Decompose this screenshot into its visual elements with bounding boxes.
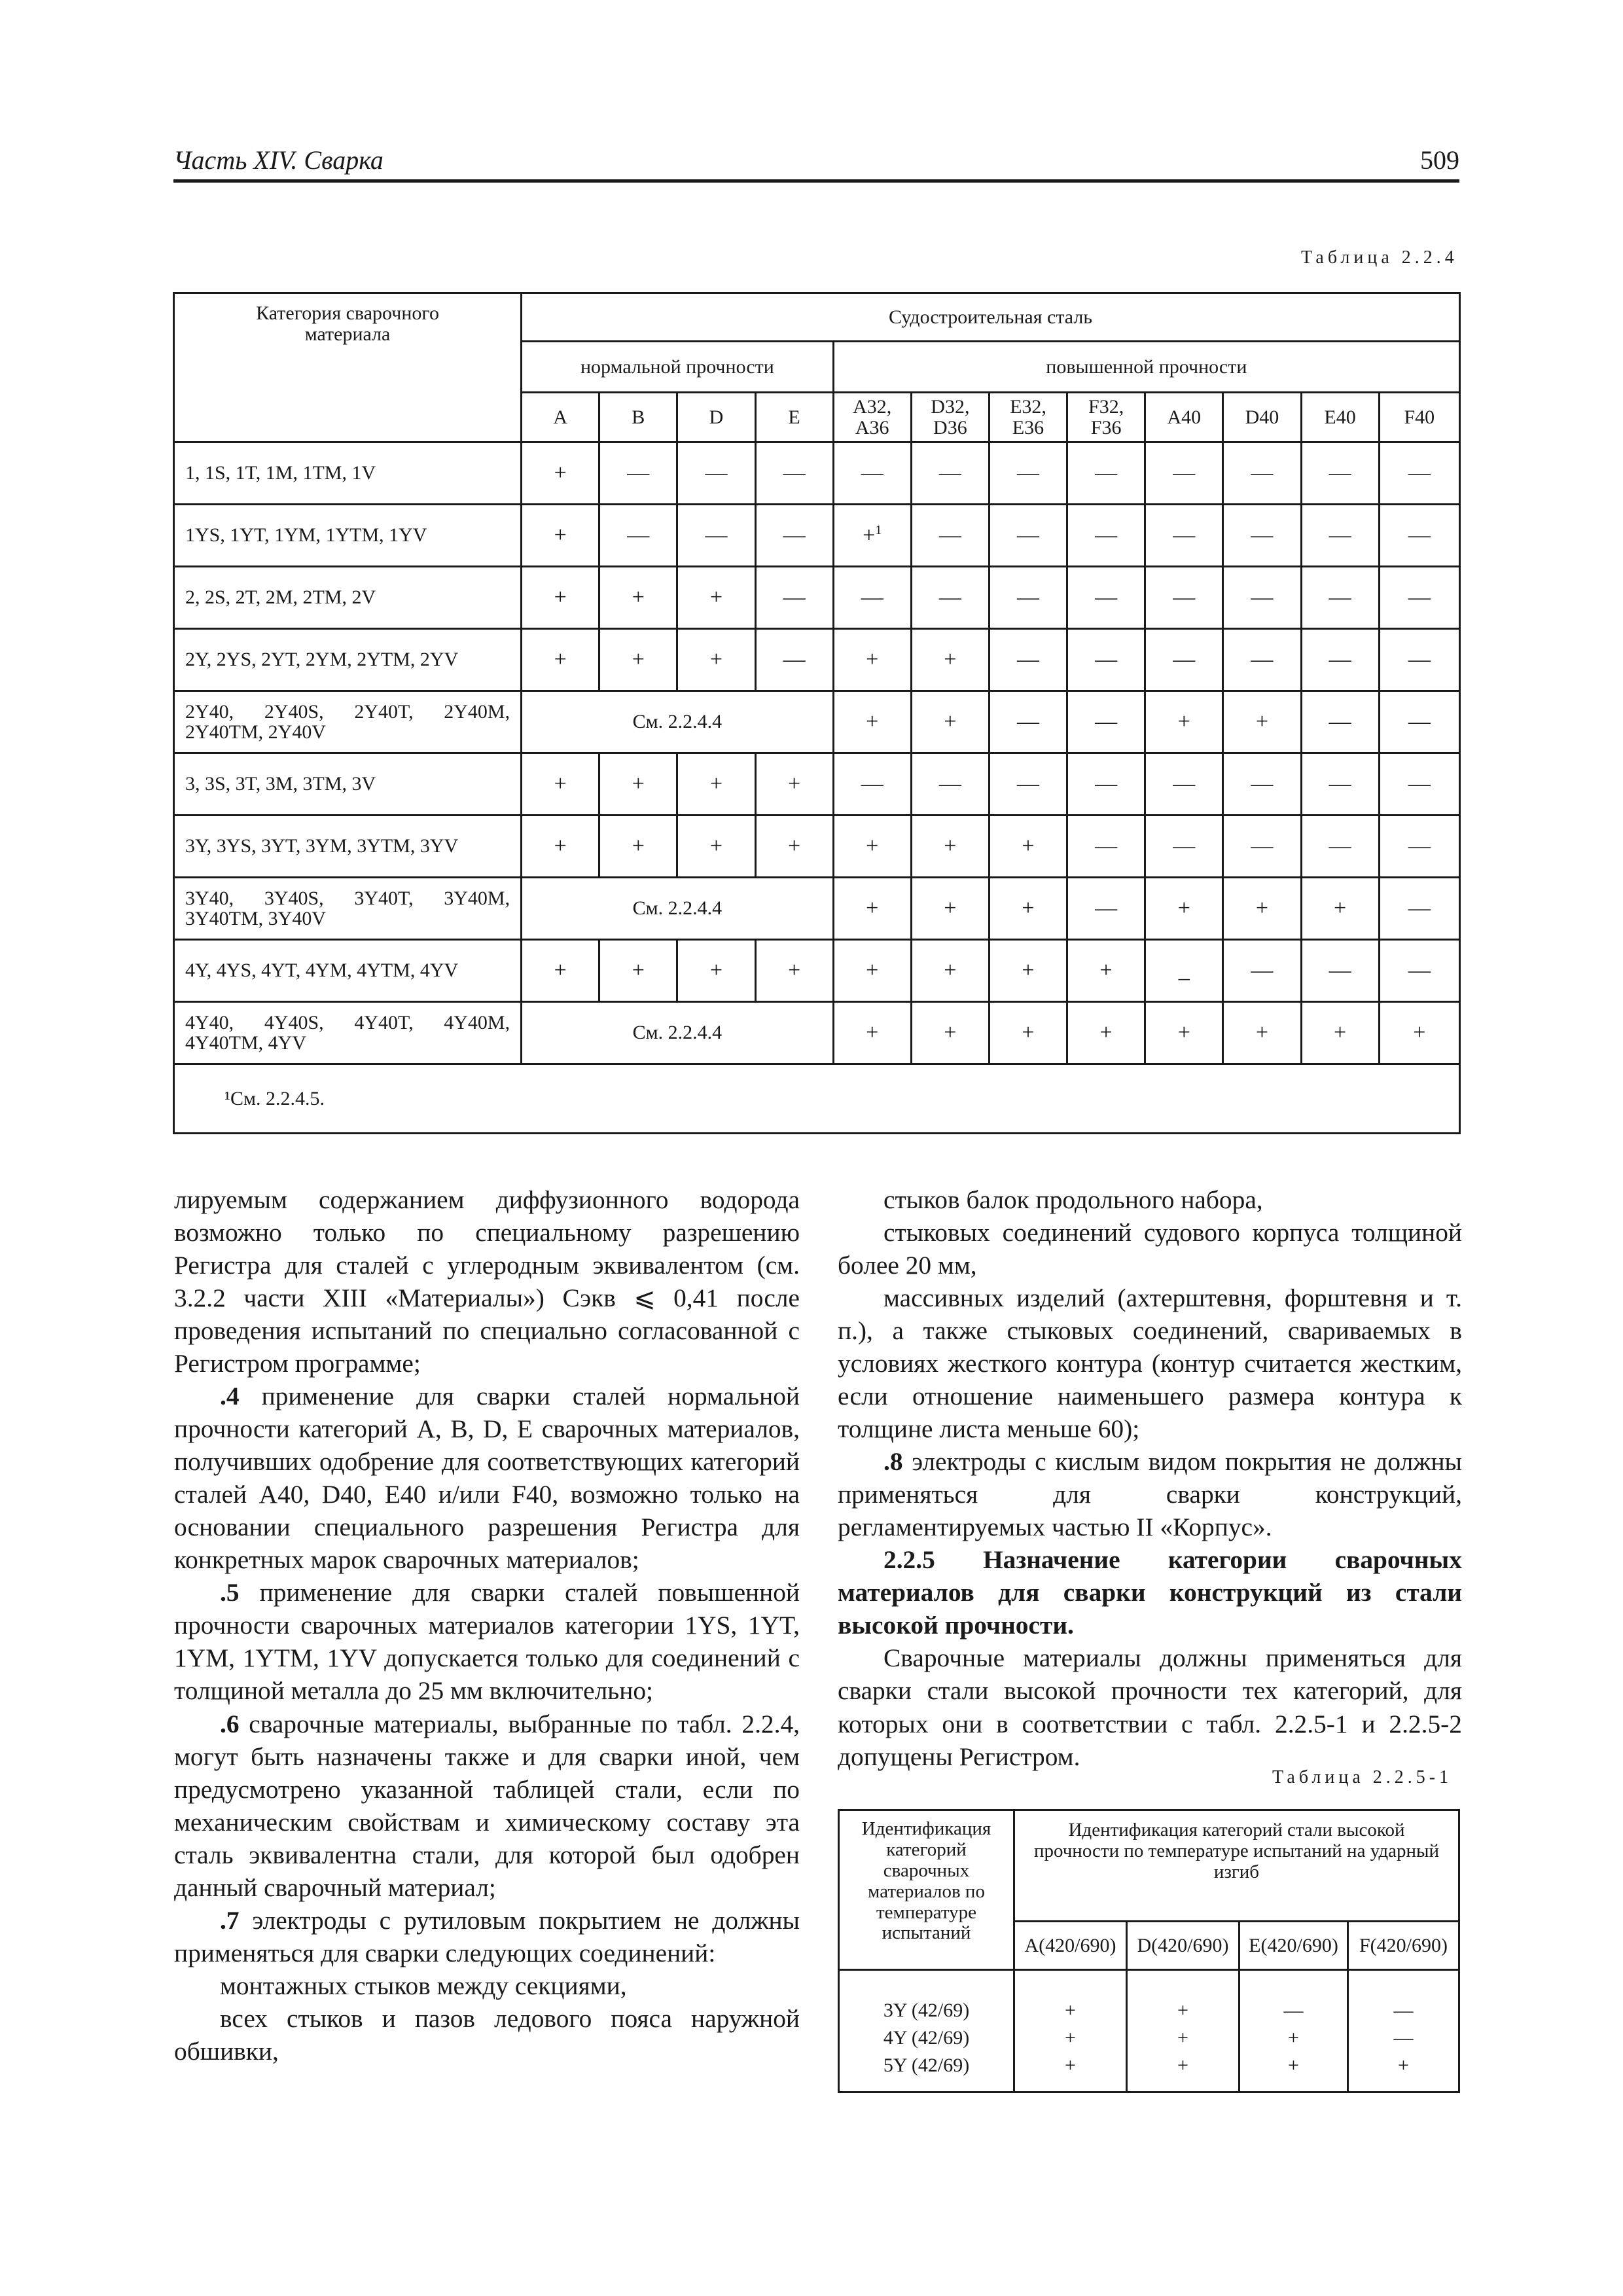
category-cell: 3Y, 3YS, 3YT, 3YM, 3YTM, 3YV: [174, 816, 522, 878]
page-number: 509: [1420, 145, 1459, 175]
value-cell: —: [677, 442, 755, 505]
value-cell: +: [1067, 940, 1145, 1002]
grade-header: [989, 393, 1067, 442]
value-cell: +: [1145, 1002, 1223, 1064]
value-cell: —: [1223, 753, 1301, 816]
value-cell: +: [1127, 1970, 1240, 2025]
value-cell: —: [911, 567, 989, 629]
value-cell: —: [599, 442, 677, 505]
paragraph: .7 электроды с рутиловым покрытием не должны применяться для сварки следующих соединений:: [174, 1905, 800, 1967]
value-cell: —: [1301, 505, 1379, 567]
value-cell: +: [911, 691, 989, 753]
value-cell: —: [1223, 816, 1301, 878]
paragraph: массивных изделий (ахтерштевня, форштевня и т. п.), а также стыковых соединений, свариваемых в условиях жесткого контура (контур считается жестким, если отношение наименьшего размера контура к толщине листа меньше 60);: [838, 1283, 1462, 1444]
value-cell: +: [1223, 1002, 1301, 1064]
see-reference-cell: См. 2.2.4.4: [522, 878, 834, 940]
value-cell: —: [911, 505, 989, 567]
paragraph: стыковых соединений судового корпуса толщиной более 20 мм,: [838, 1218, 1462, 1280]
value-cell: +: [833, 816, 911, 878]
table-row: [839, 2024, 1459, 2052]
page-header: [173, 140, 1459, 183]
value-cell: +: [522, 442, 599, 505]
value-cell: +: [833, 940, 911, 1002]
grade-header: [833, 393, 911, 442]
grade-label: E: [788, 406, 800, 428]
value-cell: —: [1223, 567, 1301, 629]
value-cell: —: [1301, 816, 1379, 878]
value-cell: —: [1301, 691, 1379, 753]
value-cell: —: [989, 691, 1067, 753]
group-high-header: повышенной прочности: [833, 342, 1459, 393]
grade-label: A36: [855, 416, 889, 439]
steel-column-header: F(420/690): [1348, 1922, 1459, 1970]
grade-header: [677, 393, 755, 442]
value-cell: —: [1223, 940, 1301, 1002]
value-cell: —: [1067, 878, 1145, 940]
value-cell: —: [1067, 442, 1145, 505]
right-text-column: [838, 1183, 1462, 1773]
value-cell: +$^1$: [833, 505, 911, 567]
value-cell: +: [599, 940, 677, 1002]
value-cell: —: [1301, 940, 1379, 1002]
value-cell: —: [1348, 1970, 1459, 2025]
running-title: Часть XIV. Сварка: [173, 145, 383, 175]
value-cell: —: [911, 753, 989, 816]
value-cell: —: [1379, 816, 1459, 878]
value-cell: —: [1067, 505, 1145, 567]
item-number: .4: [220, 1382, 240, 1411]
table-row: [174, 816, 1460, 878]
value-cell: +: [599, 753, 677, 816]
table-row: [174, 691, 1460, 753]
value-cell: —: [1301, 567, 1379, 629]
value-cell: —: [1145, 753, 1223, 816]
steel-column-header: A(420/690): [1014, 1922, 1127, 1970]
value-cell: +: [989, 878, 1067, 940]
value-cell: —: [1145, 442, 1223, 505]
table-row: [174, 505, 1460, 567]
value-cell: —: [1067, 629, 1145, 691]
value-cell: +: [599, 567, 677, 629]
value-cell: —: [1145, 816, 1223, 878]
value-cell: —: [1379, 567, 1459, 629]
material-id-cell: 3Y (42/69): [839, 1970, 1014, 2025]
category-cell: 4Y40, 4Y40S, 4Y40T, 4Y40M, 4Y40TM, 4YV: [174, 1002, 522, 1064]
paragraph: .6 сварочные материалы, выбранные по табл. 2.2.4, могут быть назначены также и для сварки иной, чем предусмотрено указанной таблицей стали, если по механическим свойствам и химическому составу эта сталь эквивалентна стали, для которой был одобрен данный сварочный материал;: [174, 1709, 800, 1902]
value-cell: +: [1348, 2052, 1459, 2092]
grade-label: B: [632, 406, 645, 428]
value-cell: +: [1127, 2052, 1240, 2092]
grade-label: A: [553, 406, 567, 428]
value-cell: —: [755, 567, 833, 629]
value-cell: —: [833, 753, 911, 816]
grade-header: [911, 393, 989, 442]
value-cell: +: [755, 816, 833, 878]
grade-header: [755, 393, 833, 442]
table-row: [174, 940, 1460, 1002]
item-number: .8: [883, 1447, 903, 1477]
value-cell: —: [989, 505, 1067, 567]
grade-label: F40: [1404, 406, 1435, 428]
grade-header: [1145, 393, 1223, 442]
value-cell: —: [1223, 505, 1301, 567]
value-cell: —: [1301, 753, 1379, 816]
paragraph: .5 применение для сварки сталей повышенной прочности сварочных материалов категории 1YS, 1YT, 1YM, 1YTM, 1YV допускается только для соединений с толщиной металла до 25 мм включительно;: [174, 1578, 800, 1706]
category-cell: 1YS, 1YT, 1YM, 1YTM, 1YV: [174, 505, 522, 567]
value-cell: +: [755, 753, 833, 816]
paragraph: стыков балок продольного набора,: [883, 1185, 1263, 1214]
value-cell: +: [911, 1002, 989, 1064]
value-cell: —: [1379, 753, 1459, 816]
value-cell: +: [599, 629, 677, 691]
grade-header: [522, 393, 599, 442]
value-cell: +: [599, 816, 677, 878]
value-cell: +: [1014, 2024, 1127, 2052]
value-cell: —: [1145, 567, 1223, 629]
category-cell: 3, 3S, 3T, 3M, 3TM, 3V: [174, 753, 522, 816]
grade-header: [1223, 393, 1301, 442]
value-cell: —: [1301, 442, 1379, 505]
value-cell: +: [677, 753, 755, 816]
value-cell: +: [522, 753, 599, 816]
value-cell: +: [1145, 691, 1223, 753]
group-normal-header: нормальной прочности: [522, 342, 834, 393]
value-cell: —: [1240, 1970, 1348, 2025]
value-cell: —: [1348, 2024, 1459, 2052]
value-cell: —: [755, 505, 833, 567]
value-cell: +: [522, 629, 599, 691]
category-cell: 4Y, 4YS, 4YT, 4YM, 4YTM, 4YV: [174, 940, 522, 1002]
value-cell: +: [1223, 691, 1301, 753]
value-cell: +: [755, 940, 833, 1002]
value-cell: +: [1240, 2052, 1348, 2092]
material-id-cell: 4Y (42/69): [839, 2024, 1014, 2052]
value-cell: +: [1223, 878, 1301, 940]
table-row: [174, 567, 1460, 629]
paragraph: Сварочные материалы должны применяться для сварки стали высокой прочности тех категорий, для которых они в соответствии с табл. 2.2.5-1 и 2.2.5-2 допущены Регистром.: [838, 1643, 1462, 1771]
value-cell: +: [522, 567, 599, 629]
item-number: .6: [220, 1709, 240, 1738]
value-cell: +: [911, 940, 989, 1002]
grade-label: D40: [1245, 406, 1279, 428]
paragraph: лируемым содержанием диффузионного водорода возможно только по специальному разрешению Регистра для сталей с углеродным эквивалентом (см. 3.2.2 части XIII «Материалы») Сэкв ⩽ 0,41 после проведения испытаний по специально согласованной с Регистром программе;: [174, 1185, 800, 1378]
value-cell: +: [1014, 1970, 1127, 2025]
value-cell: +: [1301, 1002, 1379, 1064]
value-cell: +: [1145, 878, 1223, 940]
value-cell: —: [833, 442, 911, 505]
value-cell: —: [1223, 629, 1301, 691]
value-cell: —: [1067, 816, 1145, 878]
category-cell: 2Y, 2YS, 2YT, 2YM, 2YTM, 2YV: [174, 629, 522, 691]
table-2-2-4-caption: Таблица 2.2.4: [1301, 247, 1458, 268]
value-cell: +: [911, 816, 989, 878]
category-cell: 2, 2S, 2T, 2M, 2TM, 2V: [174, 567, 522, 629]
value-cell: +: [1127, 2024, 1240, 2052]
section-heading: 2.2.5 Назначение категории сварочных материалов для сварки конструкций из стали высокой прочности.: [838, 1545, 1462, 1640]
value-cell: —: [1145, 629, 1223, 691]
value-cell: +: [833, 629, 911, 691]
table-2-2-5-1: [838, 1809, 1460, 2093]
value-cell: —: [1067, 567, 1145, 629]
steel-column-header: E(420/690): [1240, 1922, 1348, 1970]
table-row: [839, 1970, 1459, 2025]
value-cell: —: [1379, 442, 1459, 505]
table-row: [174, 629, 1460, 691]
category-header: Категория сварочного материала: [174, 293, 522, 442]
value-cell: —: [1379, 878, 1459, 940]
footnote-marker: 1: [875, 522, 882, 537]
grade-label: F32,: [1088, 396, 1124, 418]
value-cell: +: [1301, 878, 1379, 940]
paragraph: всех стыков и пазов ледового пояса наружной обшивки,: [174, 2003, 800, 2066]
grade-label: A40: [1167, 406, 1202, 428]
value-cell: +: [833, 1002, 911, 1064]
steel-column-header: D(420/690): [1127, 1922, 1240, 1970]
grade-label: D: [709, 406, 724, 428]
value-cell: —: [1145, 505, 1223, 567]
value-cell: +: [833, 691, 911, 753]
table-row: [839, 2052, 1459, 2092]
grade-label: E36: [1012, 416, 1044, 439]
table-row: [174, 878, 1460, 940]
value-cell: —: [1301, 629, 1379, 691]
grade-label: A32,: [853, 396, 892, 418]
value-cell: +: [677, 567, 755, 629]
category-cell: 2Y40, 2Y40S, 2Y40T, 2Y40M, 2Y40TM, 2Y40V: [174, 691, 522, 753]
material-id-cell: 5Y (42/69): [839, 2052, 1014, 2092]
value-cell: +: [677, 940, 755, 1002]
value-cell: —: [1379, 940, 1459, 1002]
value-cell: —: [1223, 442, 1301, 505]
table-2-2-5-1-caption: Таблица 2.2.5-1: [1272, 1767, 1453, 1787]
grade-header: [599, 393, 677, 442]
value-cell: +: [989, 940, 1067, 1002]
table-row: [174, 1002, 1460, 1064]
value-cell: +: [911, 878, 989, 940]
value-cell: —: [833, 567, 911, 629]
category-cell: 3Y40, 3Y40S, 3Y40T, 3Y40M, 3Y40TM, 3Y40V: [174, 878, 522, 940]
value-cell: —: [989, 629, 1067, 691]
value-cell: —: [599, 505, 677, 567]
value-cell: +: [1014, 2052, 1127, 2092]
grade-label: D36: [933, 416, 967, 439]
material-id-header: Идентификация категорий сварочных материалов по температуре испытаний: [839, 1810, 1014, 1970]
table-footnote: ¹См. 2.2.4.5.: [174, 1064, 1460, 1134]
value-cell: _: [1145, 940, 1223, 1002]
value-cell: +: [989, 1002, 1067, 1064]
value-cell: —: [989, 442, 1067, 505]
value-cell: —: [989, 753, 1067, 816]
value-cell: +: [911, 629, 989, 691]
value-cell: —: [755, 629, 833, 691]
value-cell: —: [677, 505, 755, 567]
value-cell: —: [755, 442, 833, 505]
grade-header: [1379, 393, 1459, 442]
value-cell: —: [1379, 691, 1459, 753]
value-cell: +: [522, 816, 599, 878]
value-cell: —: [911, 442, 989, 505]
value-cell: —: [989, 567, 1067, 629]
value-cell: +: [1240, 2024, 1348, 2052]
see-reference-cell: См. 2.2.4.4: [522, 1002, 834, 1064]
left-text-column: [174, 1183, 800, 2068]
paragraph: монтажных стыков между секциями,: [220, 1971, 627, 2000]
item-number: .7: [220, 1905, 240, 1935]
steel-id-header: Идентификация категорий стали высокой прочности по температуре испытаний на ударный изгиб: [1014, 1810, 1459, 1922]
grade-header: [1301, 393, 1379, 442]
grade-label: F36: [1090, 416, 1122, 439]
value-cell: +: [989, 816, 1067, 878]
value-cell: +: [677, 629, 755, 691]
table-2-2-4: [173, 292, 1461, 1134]
value-cell: —: [1067, 753, 1145, 816]
table-row: [174, 753, 1460, 816]
paragraph: .4 применение для сварки сталей нормальной прочности категорий A, B, D, E сварочных материалов, получивших одобрение для соответствующих категорий сталей A40, D40, E40 и/или F40, возможно только на основании специального разрешения Регистра для конкретных марок сварочных материалов;: [174, 1382, 800, 1575]
grade-label: E40: [1324, 406, 1356, 428]
grade-label: D32,: [931, 396, 970, 418]
grade-label: E32,: [1010, 396, 1046, 418]
value-cell: +: [1379, 1002, 1459, 1064]
paragraph: .8 электроды с кислым видом покрытия не должны применяться для сварки конструкций, регламентируемых частью II «Корпус».: [838, 1447, 1462, 1542]
value-cell: +: [522, 940, 599, 1002]
grade-header: [1067, 393, 1145, 442]
value-cell: —: [1067, 691, 1145, 753]
value-cell: —: [1379, 629, 1459, 691]
see-reference-cell: См. 2.2.4.4: [522, 691, 834, 753]
value-cell: +: [833, 878, 911, 940]
item-number: .5: [220, 1578, 240, 1607]
value-cell: +: [1067, 1002, 1145, 1064]
steel-header: Судостроительная сталь: [522, 293, 1460, 342]
value-cell: —: [1379, 505, 1459, 567]
table-row: [174, 442, 1460, 505]
value-cell: +: [522, 505, 599, 567]
category-cell: 1, 1S, 1T, 1M, 1TM, 1V: [174, 442, 522, 505]
value-cell: +: [677, 816, 755, 878]
